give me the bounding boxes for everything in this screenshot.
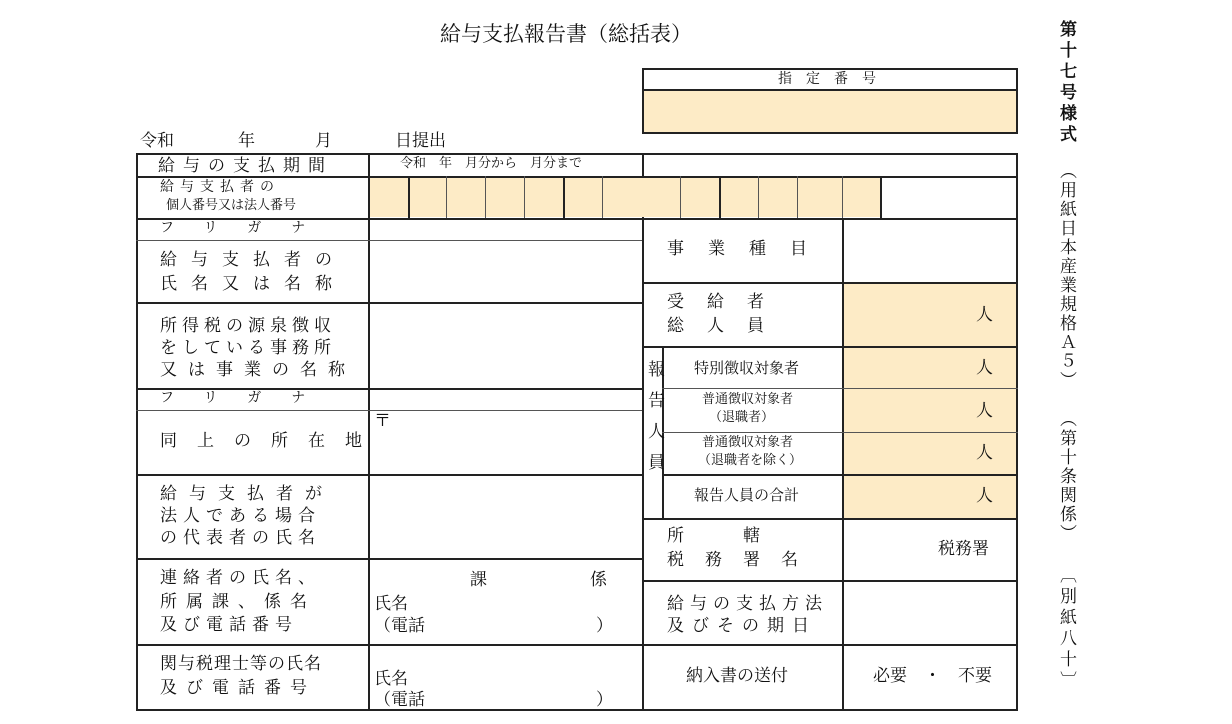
reporting-row-2-label: 普通徴収対象者 — [702, 392, 794, 407]
representative-label-3: の代表者の氏名 — [160, 528, 321, 548]
tax-accountant-label-1: 関与税理士等の氏名 — [160, 654, 322, 674]
office-name-label-1: 所得税の源泉徴収 — [160, 316, 336, 336]
office-name-label-3: 又は事業の名称 — [160, 360, 356, 380]
tax-office-suffix: 税務署 — [938, 539, 989, 559]
total-recipients-unit: 人 — [976, 305, 993, 325]
reporting-group-label: 報告人員 — [644, 360, 664, 484]
contact-phone-close: ） — [596, 616, 613, 636]
reporting-row-1-label: 特別徴収対象者 — [694, 359, 800, 377]
total-recipients-label-2: 総 人 員 — [667, 316, 767, 336]
payment-method-label-1: 給与の支払方法 — [667, 594, 828, 614]
contact-phone-open: （電話 — [374, 616, 425, 636]
tax-accountant-phone-close: ） — [596, 690, 613, 710]
payment-period-extra-field[interactable] — [644, 155, 1016, 175]
tax-accountant-input[interactable] — [420, 660, 590, 706]
contact-ka: 課 — [470, 570, 487, 590]
payer-name-label-2: 氏名又は名称 — [160, 274, 346, 294]
paper-size-note: （用紙日本産業規格Ａ５） — [1056, 162, 1076, 390]
payment-method-input[interactable] — [844, 582, 1016, 644]
reporting-total-label: 報告人員の合計 — [694, 486, 800, 504]
address-label: 同上の所在地 — [160, 431, 382, 451]
postal-mark: 〒 — [374, 411, 391, 431]
tax-accountant-label-2: 及び電話番号 — [160, 678, 316, 698]
payer-number-label-2: 個人番号又は法人番号 — [166, 198, 297, 213]
contact-label-1: 連絡者の氏名、 — [160, 568, 321, 588]
tax-accountant-name-label: 氏名 — [374, 669, 408, 689]
form-title: 給与支払報告書（総括表） — [440, 22, 692, 46]
date-month: 月 — [315, 131, 332, 151]
payment-slip-option[interactable]: 必要 ・ 不要 — [873, 666, 992, 686]
business-type-label: 事業種目 — [667, 239, 831, 259]
representative-label-1: 給与支払者が — [160, 484, 334, 504]
furigana-label-1: フリガナ — [160, 220, 336, 236]
reporting-total-unit: 人 — [976, 486, 993, 506]
article-note: （第十条関係） — [1056, 410, 1076, 543]
office-name-label-2: をしている事務所 — [160, 338, 336, 358]
address-furigana-input[interactable] — [370, 390, 642, 410]
payer-furigana-input[interactable] — [370, 220, 642, 240]
appendix-note: 〔別紙八十〕 — [1056, 566, 1076, 692]
date-year: 年 — [238, 131, 255, 151]
reporting-row-3-label: 普通徴収対象者 — [702, 435, 794, 450]
reporting-row-2-sublabel: （退職者） — [709, 410, 775, 425]
payer-name-label-1: 給与支払者の — [160, 250, 346, 270]
payment-period-label: 給与の支払期間 — [158, 156, 333, 176]
tax-accountant-phone-open: （電話 — [374, 690, 425, 710]
representative-input[interactable] — [370, 476, 642, 558]
contact-input[interactable] — [420, 592, 590, 638]
designated-number-input[interactable] — [644, 91, 1016, 132]
form-number-note: 第十七号様式 — [1056, 20, 1076, 146]
payer-number-label-1: 給与支払者の — [160, 179, 280, 195]
contact-label-2: 所属課、係名 — [160, 592, 316, 612]
reporting-row-3-sublabel: （退職者を除く） — [698, 453, 803, 468]
designated-number-label: 指定番号 — [778, 71, 890, 87]
representative-label-2: 法人である場合 — [160, 506, 321, 526]
payment-slip-label: 納入書の送付 — [686, 666, 788, 686]
date-day-submitted: 日提出 — [395, 131, 446, 151]
contact-label-3: 及び電話番号 — [160, 615, 298, 635]
payment-period-value: 令和 年 月分から 月分まで — [400, 156, 583, 171]
reporting-row-1-unit: 人 — [976, 358, 993, 378]
tax-office-label-1: 所 轄 — [667, 526, 762, 546]
tax-office-label-2: 税務署名 — [667, 550, 819, 570]
contact-kakari: 係 — [590, 570, 607, 590]
furigana-label-2: フリガナ — [160, 390, 336, 406]
address-input[interactable] — [370, 412, 642, 474]
date-era: 令和 — [140, 131, 174, 151]
payer-name-input[interactable] — [370, 242, 642, 302]
reporting-row-2-unit: 人 — [976, 401, 993, 421]
contact-name-label: 氏名 — [374, 594, 408, 614]
payment-method-label-2: 及びその期日 — [667, 616, 817, 636]
reporting-row-3-unit: 人 — [976, 443, 993, 463]
business-type-input[interactable] — [844, 220, 1016, 282]
total-recipients-label-1: 受 給 者 — [667, 292, 767, 312]
office-name-input[interactable] — [370, 304, 642, 388]
